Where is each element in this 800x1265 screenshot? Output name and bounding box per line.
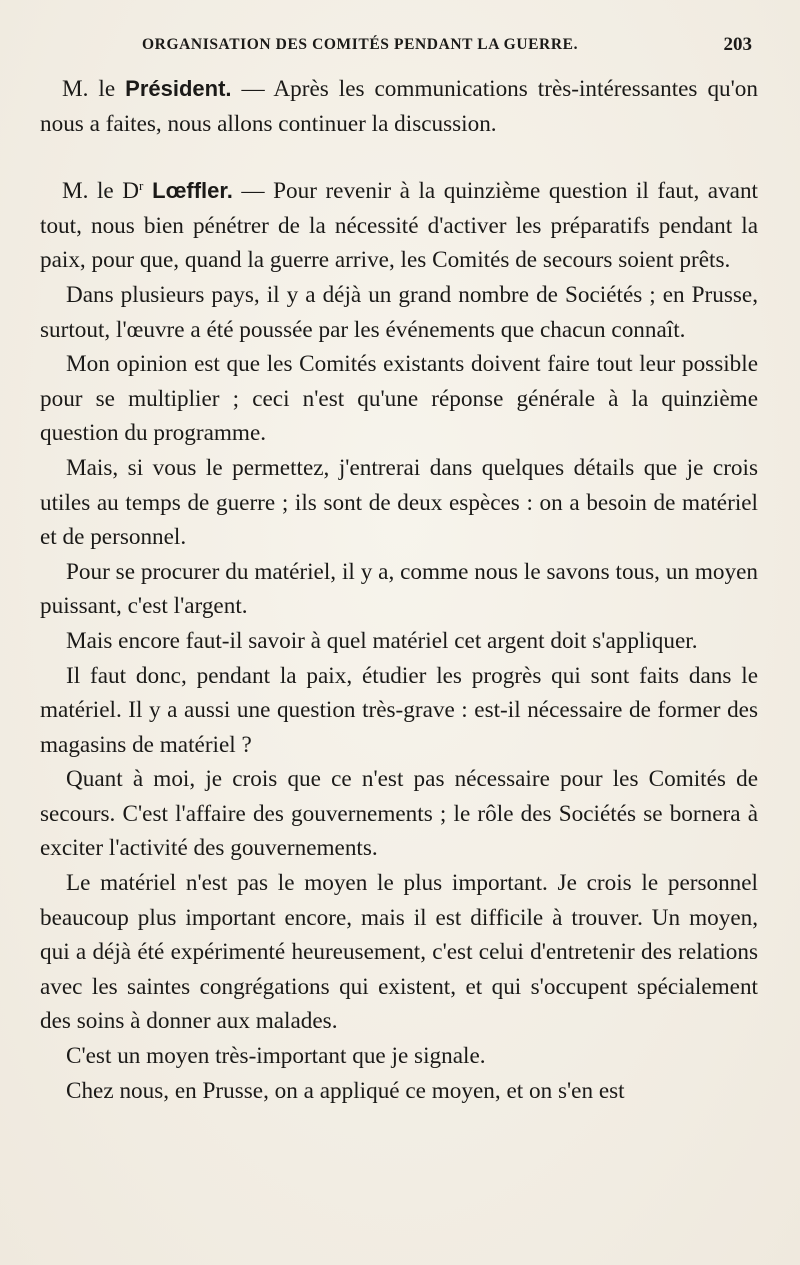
paragraph-text: — Pour revenir à la quinzième question il faut, avant tout, nous bien pénétrer de la nécessité d'activer les préparatifs pendant la paix, pour que, quand la guerre arrive, les Comités de secours soient prêts. bbox=[40, 178, 758, 274]
speaker-prefix: M. le bbox=[62, 76, 126, 102]
paragraph: Mais encore faut-il savoir à quel matériel cet argent doit s'appliquer. bbox=[66, 627, 698, 654]
paragraph: Dans plusieurs pays, il y a déjà un grand nombre de Sociétés ; en Prusse, surtout, l'œuvre a été poussée par les événements que chacun connaît. bbox=[40, 281, 758, 343]
paragraph-text: — Après les communications très-intéressantes qu'on nous a faites, nous allons continuer la discussion. bbox=[40, 76, 758, 137]
paragraph: Le matériel n'est pas le moyen le plus important. Je crois le personnel beaucoup plus important encore, mais il est difficile à trouver. Un moyen, qui a déjà été expérimenté heureusement, c'est celui d'entretenir des relations avec les saintes congrégations qui existent, et qui s'occupent spécialement des soins à donner aux malades. bbox=[40, 870, 758, 1035]
paragraph: Quant à moi, je crois que ce n'est pas nécessaire pour les Comités de secours. C'est l'affaire des gouvernements ; le rôle des Sociétés se bornera à exciter l'activité des gouvernements. bbox=[40, 766, 758, 862]
paragraph: C'est un moyen très-important que je signale. bbox=[66, 1043, 486, 1070]
paragraph-loeffler bbox=[40, 169, 758, 278]
document-page bbox=[40, 28, 758, 1248]
speaker-prefix: M. le D bbox=[62, 178, 139, 205]
running-head bbox=[40, 28, 758, 58]
paragraph: Mon opinion est que les Comités existants doivent faire tout leur possible pour se multiplier ; ceci n'est qu'une réponse générale à la quinzième question du programme. bbox=[40, 351, 758, 447]
page-number: 203 bbox=[723, 34, 752, 55]
speaker-title-superscript: r bbox=[138, 178, 144, 194]
page-body bbox=[40, 72, 758, 1108]
running-title: ORGANISATION DES COMITÉS PENDANT LA GUERRE. bbox=[142, 36, 579, 53]
speaker-name: Président. bbox=[125, 76, 232, 101]
paragraph-president bbox=[40, 72, 758, 141]
speaker-name: Lœffler. bbox=[143, 178, 233, 204]
paragraph-continued: Chez nous, en Prusse, on a appliqué ce moyen, et on s'en est bbox=[66, 1077, 625, 1104]
paragraph: Mais, si vous le permettez, j'entrerai dans quelques détails que je crois utiles au temps de guerre ; ils sont de deux espèces : on a besoin de matériel et de personnel. bbox=[40, 454, 758, 551]
paragraph: Pour se procurer du matériel, il y a, comme nous le savons tous, un moyen puissant, c'est l'argent. bbox=[40, 558, 758, 620]
paragraph: Il faut donc, pendant la paix, étudier les progrès qui sont faits dans le matériel. Il y a aussi une question très-grave : est-il nécessaire de former des magasins de matériel ? bbox=[40, 662, 758, 758]
